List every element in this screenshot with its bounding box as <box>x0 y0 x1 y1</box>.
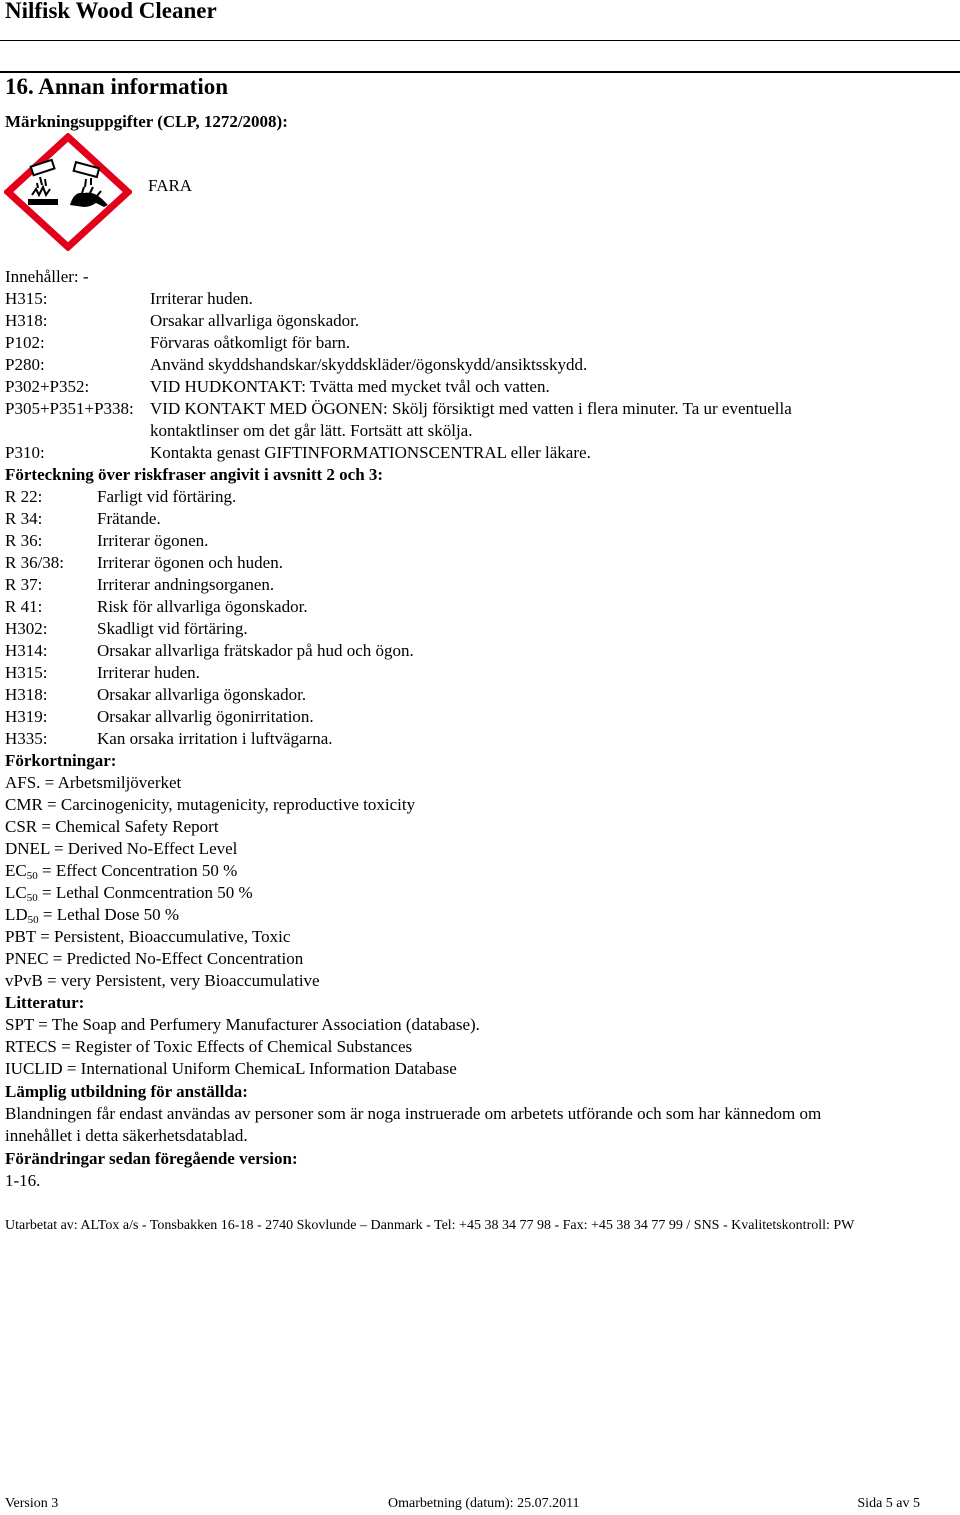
risk-code: H315: <box>5 663 48 682</box>
signal-word: FARA <box>148 176 193 195</box>
literature-item: SPT = The Soap and Perfumery Manufacturer Association (database). <box>5 1015 480 1034</box>
section-title: 16. Annan information <box>5 74 229 99</box>
risk-code: H302: <box>5 619 48 638</box>
risk-text: Orsakar allvarliga frätskador på hud och ögon. <box>97 641 414 660</box>
abbreviation-pbt: PBT = Persistent, Bioaccumulative, Toxic <box>5 927 291 946</box>
section-divider <box>0 71 960 73</box>
labeling-title: Märkningsuppgifter (CLP, 1272/2008): <box>5 112 288 131</box>
risk-text: Kan orsaka irritation i luftvägarna. <box>97 729 333 748</box>
abbreviation-ec50: $EC_{50}$ = Effect Concentration 50 % <box>5 861 238 882</box>
risk-text: Frätande. <box>97 509 161 528</box>
literature-item: RTECS = Register of Toxic Effects of Chemical Substances <box>5 1037 413 1056</box>
statement-code: P102: <box>5 333 45 352</box>
statement-text: Använd skyddshandskar/skyddskläder/ögonskydd/ansiktsskydd. <box>150 355 588 374</box>
statement-text: Orsakar allvarliga ögonskador. <box>150 311 360 330</box>
risk-code: R 36/38: <box>5 553 65 572</box>
header-divider <box>0 40 960 41</box>
statement-text: VID KONTAKT MED ÖGONEN: Skölj försiktigt med vatten i flera minuter. Ta ur eventuella <box>150 399 792 418</box>
risk-text: Skadligt vid förtäring. <box>97 619 248 638</box>
statement-code: P310: <box>5 443 45 462</box>
risk-code: R 34: <box>5 509 43 528</box>
changes-heading: Förändringar sedan föregående version: <box>5 1149 298 1168</box>
statement-code: P280: <box>5 355 45 374</box>
risk-code: H335: <box>5 729 48 748</box>
risk-code: R 22: <box>5 487 43 506</box>
risk-heading: Förteckning över riskfraser angivit i avsnitt 2 och 3: <box>5 465 384 484</box>
training-text: Blandningen får endast användas av personer som är noga instruerade om arbetets utförande och som har kännedom om <box>5 1104 822 1123</box>
abbreviation-csr: CSR = Chemical Safety Report <box>5 817 219 836</box>
training-text-continued: innehållet i detta säkerhetsdatablad. <box>5 1126 248 1145</box>
risk-code: R 36: <box>5 531 43 550</box>
footer-page-number: Sida 5 av 5 <box>857 1496 920 1511</box>
risk-text: Irriterar huden. <box>97 663 200 682</box>
risk-text: Irriterar ögonen. <box>97 531 209 550</box>
risk-code: H319: <box>5 707 48 726</box>
risk-text: Risk för allvarliga ögonskador. <box>97 597 308 616</box>
contains-line: Innehåller: - <box>5 267 89 286</box>
training-heading: Lämplig utbildning för anställda: <box>5 1082 248 1101</box>
risk-text: Orsakar allvarliga ögonskador. <box>97 685 307 704</box>
footer-version: Version 3 <box>5 1496 59 1511</box>
abbreviation-lc50: $LC_{50}$ = Lethal Conmcentration 50 % <box>5 883 253 904</box>
abbreviation-ld50: $LD_{50}$ = Lethal Dose 50 % <box>5 905 180 926</box>
risk-text: Orsakar allvarlig ögonirritation. <box>97 707 314 726</box>
prepared-by: Utarbetat av: ALTox a/s - Tonsbakken 16-18 - 2740 Skovlunde – Danmark - Tel: +45 38 34 77 98 - Fax: +45 38 34 77 99 / SNS - Kvalitetskontroll: PW <box>5 1218 855 1233</box>
risk-code: R 37: <box>5 575 43 594</box>
statement-text: Irriterar huden. <box>150 289 253 308</box>
ghs05-corrosion-icon <box>4 133 132 251</box>
literature-heading: Litteratur: <box>5 993 85 1012</box>
abbreviations-heading: Förkortningar: <box>5 751 117 770</box>
risk-code: R 41: <box>5 597 43 616</box>
risk-text: Irriterar andningsorganen. <box>97 575 275 594</box>
statement-text: Förvaras oåtkomligt för barn. <box>150 333 351 352</box>
risk-text: Farligt vid förtäring. <box>97 487 237 506</box>
abbreviation-dnel: DNEL = Derived No-Effect Level <box>5 839 238 858</box>
abbreviation-afs: AFS. = Arbetsmiljöverket <box>5 773 182 792</box>
risk-text: Irriterar ögonen och huden. <box>97 553 283 572</box>
changes-text: 1-16. <box>5 1171 41 1190</box>
statement-code: H315: <box>5 289 48 308</box>
statement-code: H318: <box>5 311 48 330</box>
abbreviation-pnec: PNEC = Predicted No-Effect Concentration <box>5 949 304 968</box>
statement-text: Kontakta genast GIFTINFORMATIONSCENTRAL eller läkare. <box>150 443 591 462</box>
abbreviation-vpvb: vPvB = very Persistent, very Bioaccumulative <box>5 971 320 990</box>
risk-code: H318: <box>5 685 48 704</box>
statement-text: VID HUDKONTAKT: Tvätta med mycket tvål och vatten. <box>150 377 550 396</box>
statement-text-continued: kontaktlinser om det går lätt. Fortsätt att skölja. <box>150 421 473 440</box>
risk-code: H314: <box>5 641 48 660</box>
statement-code: P302+P352: <box>5 377 90 396</box>
document-title: Nilfisk Wood Cleaner <box>5 0 217 23</box>
literature-item: IUCLID = International Uniform ChemicaL Information Database <box>5 1059 457 1078</box>
statement-code: P305+P351+P338: <box>5 399 134 418</box>
footer-revision-date: Omarbetning (datum): 25.07.2011 <box>388 1496 580 1511</box>
abbreviation-cmr: CMR = Carcinogenicity, mutagenicity, reproductive toxicity <box>5 795 416 814</box>
